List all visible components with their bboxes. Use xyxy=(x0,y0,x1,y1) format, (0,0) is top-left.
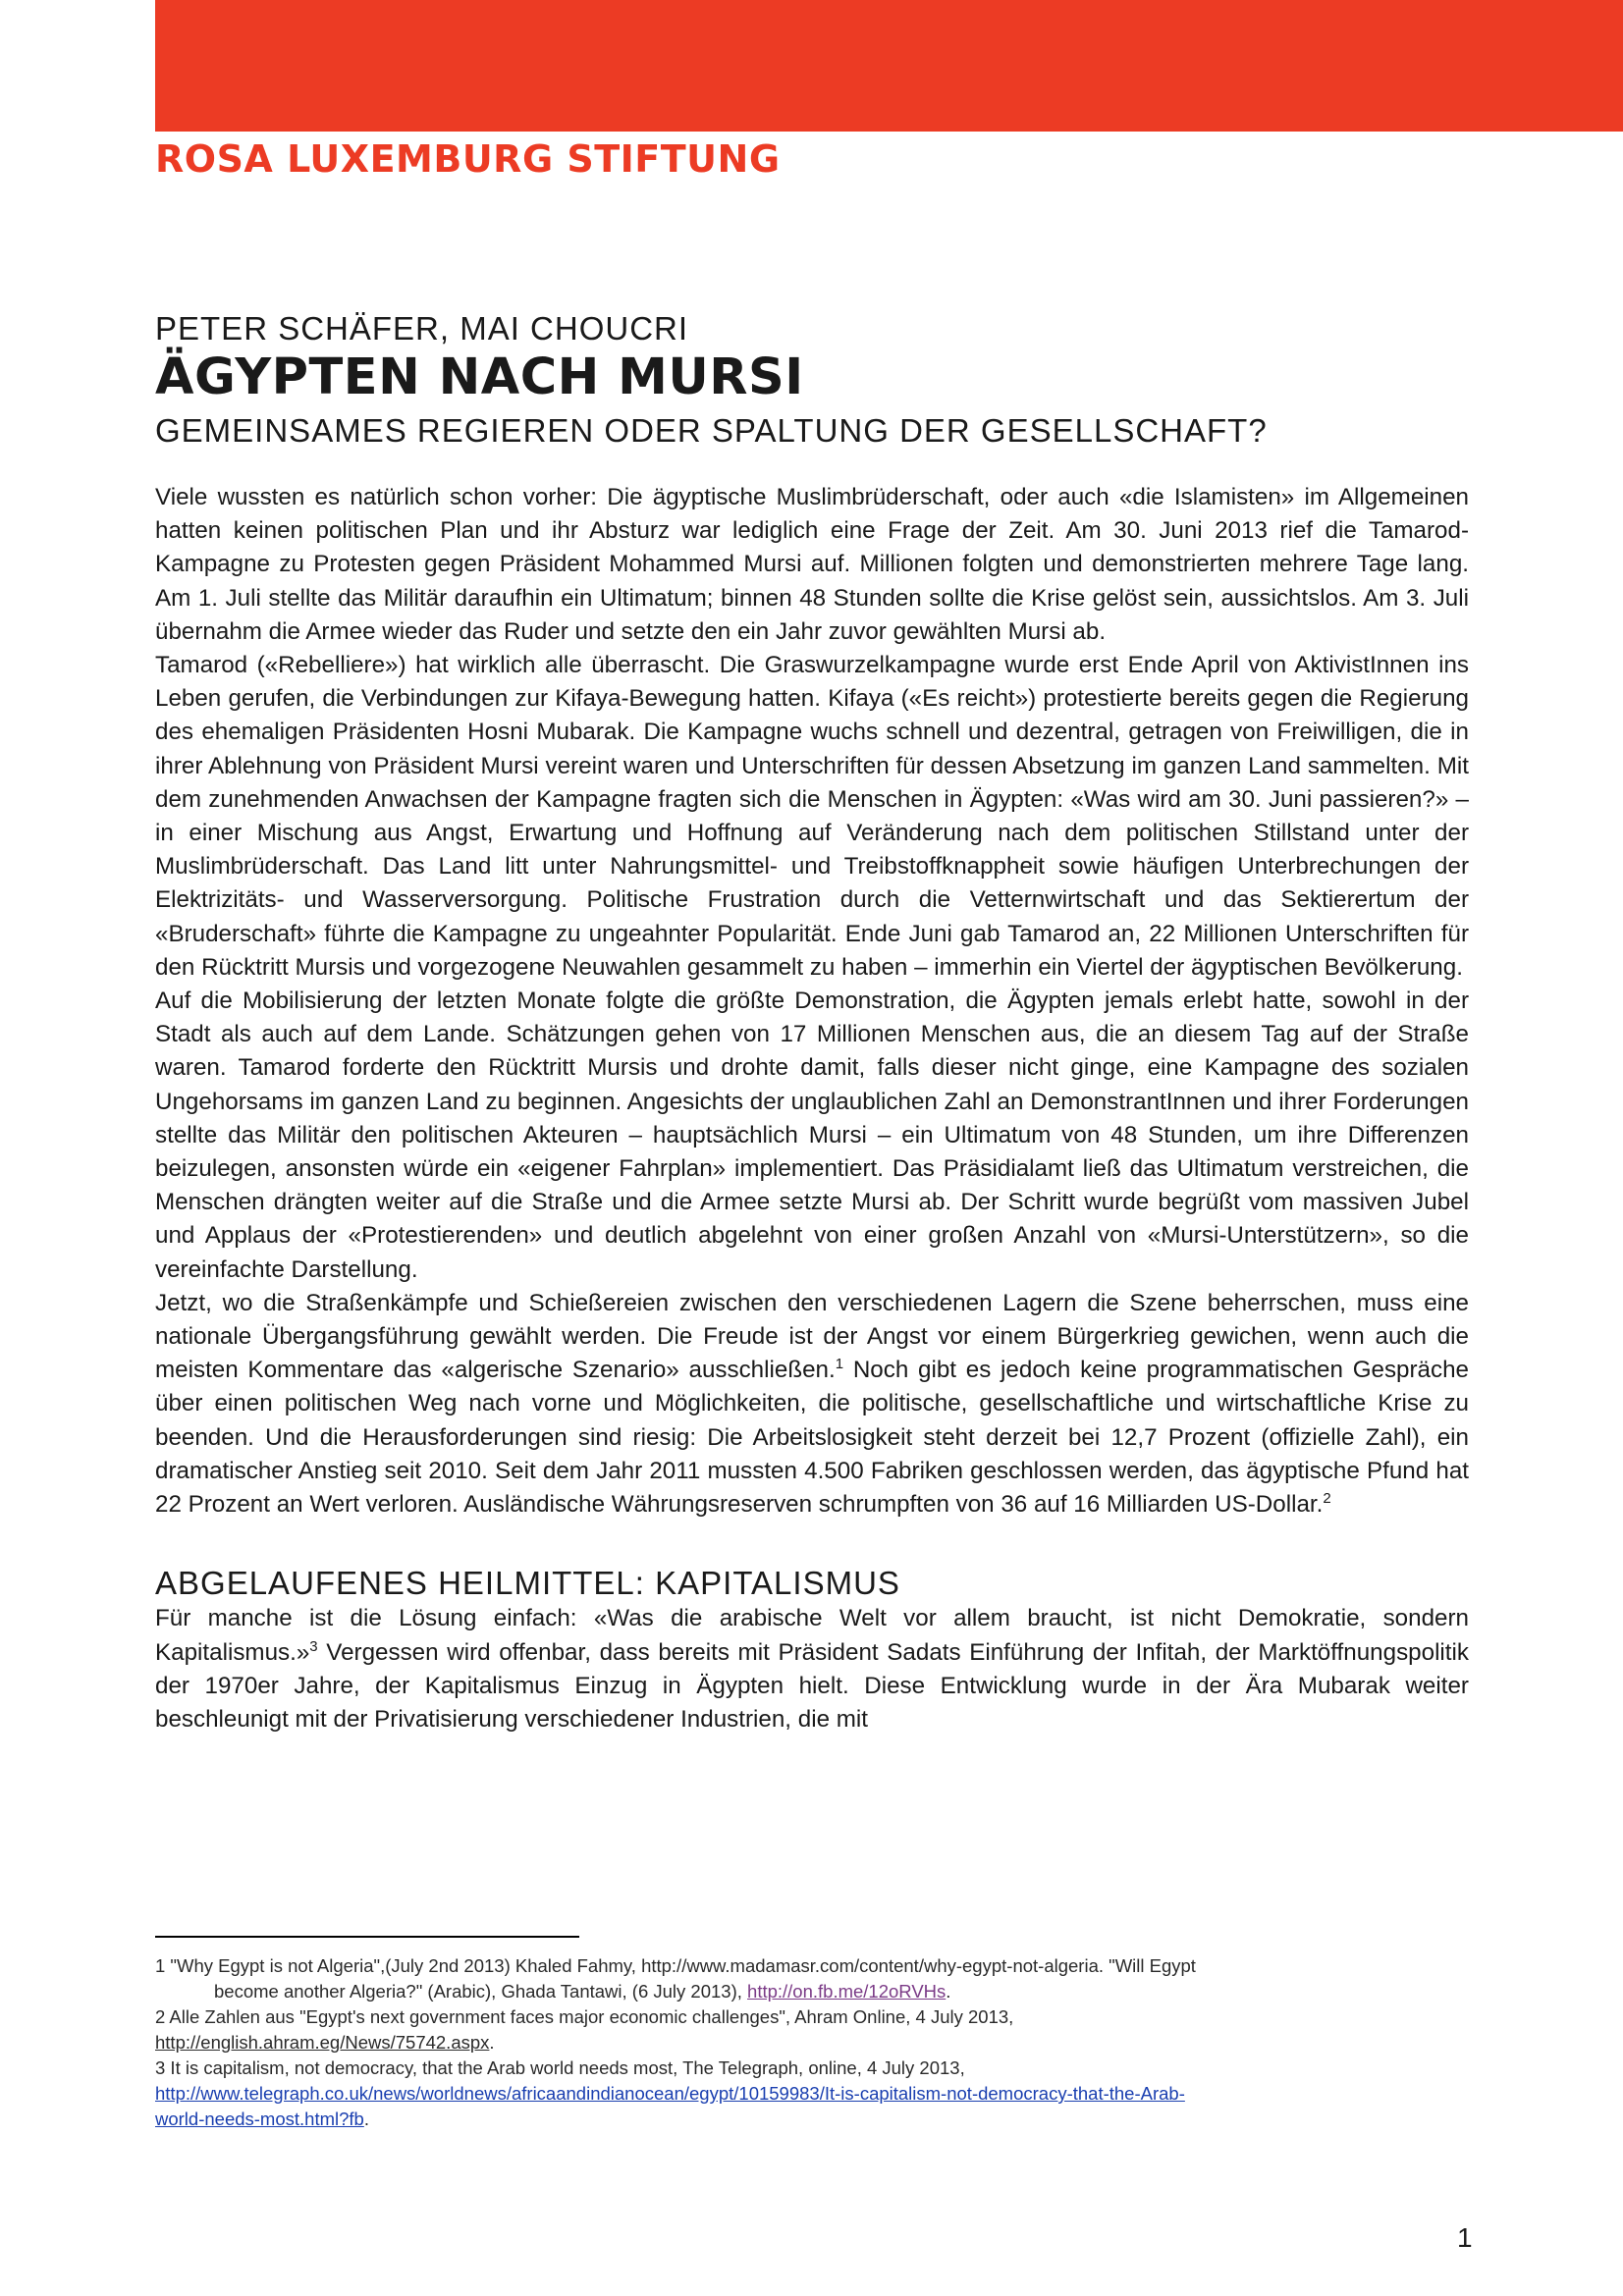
footnote-reference-3[interactable]: 3 xyxy=(309,1637,318,1655)
footnote-3-line xyxy=(155,2081,1469,2107)
paragraph-text: Für manche ist die Lösung einfach: «Was die arabische Welt vor allem braucht, ist nicht Demokratie, sondern Kapitalismus.» xyxy=(155,1605,1469,1666)
section-heading: ABGELAUFENES HEILMITTEL: KAPITALISMUS xyxy=(155,1565,900,1602)
footnote-3-link-continued[interactable]: world-needs-most.html?fb xyxy=(155,2109,364,2129)
footnotes xyxy=(155,1953,1469,2132)
footnote-3-link[interactable]: http://www.telegraph.co.uk/news/worldnews/africaandindianocean/egypt/10159983/It-is-capitalism-not-democracy-that-the-Arab- xyxy=(155,2083,1185,2104)
footnote-2-line xyxy=(155,2030,1469,2056)
footnote-reference-1[interactable]: 1 xyxy=(835,1356,844,1373)
top-banner xyxy=(155,0,1623,132)
footnote-text: . xyxy=(489,2032,495,2053)
paragraph: Tamarod («Rebelliere») hat wirklich alle überrascht. Die Graswurzelkampagne wurde erst Ende April von AktivistInnen ins Leben gerufen, die Verbindungen zur Kifaya-Bewegung hatten. Kifaya («Es reicht») protestierte bereits gegen die Regierung des ehemaligen Präsidenten Hosni Mubarak. Die Kampagne wuchs schnell und dezentral, getragen von Freiwilligen, die in ihrer Ablehnung von Präsident Mursi vereint waren und Unterschriften für dessen Absetzung im ganzen Land sammelten. Mit dem zunehmenden Anwachsen der Kampagne fragten sich die Menschen in Ägypten: «Was wird am 30. Juni passieren?» – in einer Mischung aus Angst, Erwartung und Hoffnung auf Veränderung nach dem politischen Stillstand unter der Muslimbrüderschaft. Das Land litt unter Nahrungsmittel- und Treibstoffknappheit sowie häufigen Unterbrechungen der Elektrizitäts- und Wasserversorgung. Politische Frustration durch die Vetternwirtschaft und das Sektierertum der «Bruderschaft» führte die Kampagne zu ungeahnter Popularität. Ende Juni gab Tamarod an, 22 Millionen Unterschriften für den Rücktritt Mursis und vorgezogene Neuwahlen gesammelt zu haben – immerhin ein Viertel der ägyptischen Bevölkerung. xyxy=(155,652,1469,981)
article-subtitle: GEMEINSAMES REGIEREN ODER SPALTUNG DER GESELLSCHAFT? xyxy=(155,412,1268,449)
footnote-text: . xyxy=(363,2109,369,2129)
paragraph: Auf die Mobilisierung der letzten Monate folgte die größte Demonstration, die Ägypten jemals erlebt hatte, sowohl in der Stadt als auch auf dem Lande. Schätzungen gehen von 17 Millionen Menschen aus, die an diesem Tag auf der Straße waren. Tamarod forderte den Rücktritt Mursis und drohte damit, falls dieser nicht ginge, eine Kampagne des sozialen Ungehorsams im ganzen Land zu beginnen. Angesichts der unglaublichen Zahl an DemonstrantInnen und ihrer Forderungen stellte das Militär den politischen Akteuren – hauptsächlich Mursi – ein Ultimatum von 48 Stunden, um ihre Differenzen beizulegen, ansonsten würde ein «eigener Fahrplan» implementiert. Das Präsidialamt ließ das Ultimatum verstreichen, die Menschen drängten weiter auf die Straße und die Armee setzte Mursi ab. Der Schritt wurde begrüßt vom massiven Jubel und Applaus der «Protestierenden» und deutlich abgelehnt von einer großen Anzahl von «Mursi-Unterstützern», so die vereinfachte Darstellung. xyxy=(155,988,1469,1283)
footnote-reference-2[interactable]: 2 xyxy=(1323,1490,1331,1508)
footnote-1-line: 1 "Why Egypt is not Algeria",(July 2nd 2013) Khaled Fahmy, http://www.madamasr.com/content/why-egypt-not-algeria. "Will Egypt xyxy=(155,1955,1196,1976)
footnote-2-line: 2 Alle Zahlen aus "Egypt's next government faces major economic challenges", Ahram Online, 4 July 2013, xyxy=(155,2006,1014,2027)
organization-logo: ROSA LUXEMBURG STIFTUNG xyxy=(155,137,781,181)
article-title: ÄGYPTEN NACH MURSI xyxy=(155,348,804,406)
paragraph xyxy=(155,1602,1469,1736)
footnote-text: . xyxy=(946,1981,951,2002)
footnote-1-line xyxy=(155,1979,1469,2004)
footnote-text: become another Algeria?" (Arabic), Ghada Tantawi, (6 July 2013), xyxy=(214,1981,748,2002)
paragraph-text: Jetzt, wo die Straßenkämpfe und Schießereien zwischen den verschiedenen Lagern die Szene beherrschen, muss eine nationale Übergangsführung gewählt werden. Die Freude ist der Angst vor einem Bürgerkrieg gewichen, wenn auch die meisten Kommentare das «algerische Szenario» ausschließen. xyxy=(155,1289,1469,1384)
paragraph: Viele wussten es natürlich schon vorher: Die ägyptische Muslimbrüderschaft, oder auch «die Islamisten» im Allgemeinen hatten keinen politischen Plan und ihr Absturz war lediglich eine Frage der Zeit. Am 30. Juni 2013 rief die Tamarod-Kampagne zu Protesten gegen Präsident Mohammed Mursi auf. Millionen folgten und demonstrierten mehrere Tage lang. Am 1. Juli stellte das Militär daraufhin ein Ultimatum; binnen 48 Stunden sollte die Krise gelöst sein, aussichtslos. Am 3. Juli übernahm die Armee wieder das Ruder und setzte den ein Jahr zuvor gewählten Mursi ab. xyxy=(155,484,1469,645)
footnote-divider xyxy=(155,1936,579,1938)
footnote-2-link[interactable]: http://english.ahram.eg/News/75742.aspx xyxy=(155,2032,490,2053)
paragraph-text: Noch gibt es jedoch keine programmatischen Gespräche über einen politischen Weg nach vorne und Möglichkeiten, die politische, gesellschaftliche und wirtschaftliche Krise zu beenden. Und die Herausforderungen sind riesig: Die Arbeitslosigkeit steht derzeit bei 12,7 Prozent (offizielle Zahl), ein dramatischer Anstieg seit 2010. Seit dem Jahr 2011 mussten 4.500 Fabriken geschlossen werden, das ägyptische Pfund hat 22 Prozent an Wert verloren. Ausländische Währungsreserven schrumpften von 36 auf 16 Milliarden US-Dollar. xyxy=(155,1357,1470,1519)
article-body xyxy=(155,481,1469,1736)
footnote-3-line xyxy=(155,2107,1469,2132)
footnote-3-line: 3 It is capitalism, not democracy, that the Arab world needs most, The Telegraph, online, 4 July 2013, xyxy=(155,2057,965,2078)
article-authors: PETER SCHÄFER, MAI CHOUCRI xyxy=(155,310,689,347)
paragraph xyxy=(155,1287,1469,1522)
footnote-1-link[interactable]: http://on.fb.me/12oRVHs xyxy=(747,1981,947,2002)
paragraph-text: Vergessen wird offenbar, dass bereits mit Präsident Sadats Einführung der Infitah, der Marktöffnungspolitik der 1970er Jahre, der Kapitalismus Einzug in Ägypten hielt. Diese Entwicklung wurde in der Ära Mubarak weiter beschleunigt mit der Privatisierung verschiedener Industrien, die mit xyxy=(155,1638,1469,1733)
page-number: 1 xyxy=(1457,2222,1473,2253)
